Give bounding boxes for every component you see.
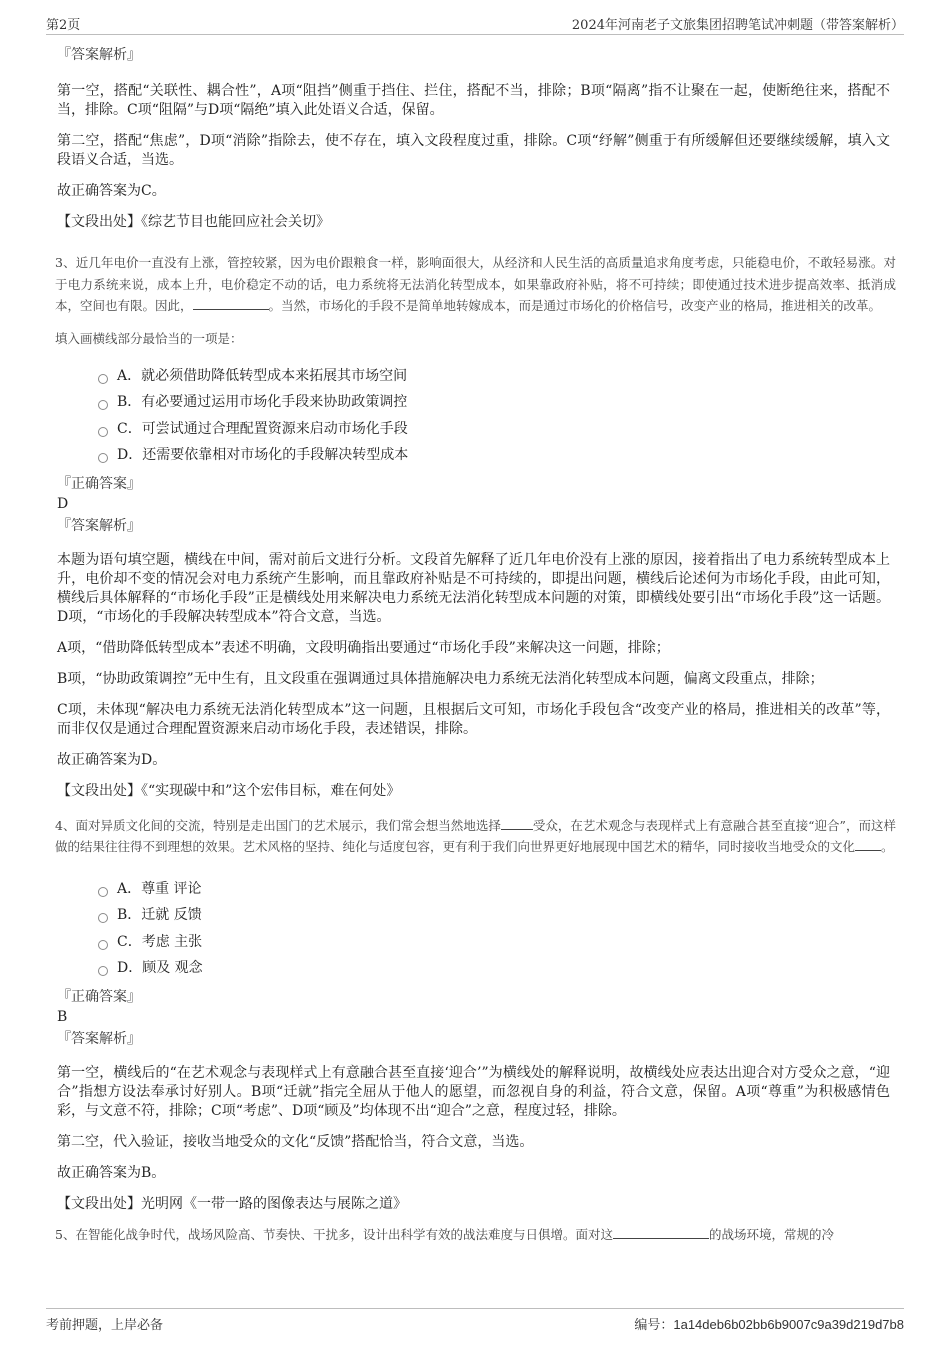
q4-conclusion: 故正确答案为B。 (57, 1164, 166, 1181)
q5-stem-before: 5、在智能化战争时代，战场风险高、节奏快、干扰多，设计出科学有效的战法难度与日俱增。面对这 (55, 1226, 613, 1242)
q3-option-a[interactable] (98, 363, 906, 390)
footer-slogan: 考前押题，上岸必备 (46, 1318, 164, 1333)
radio-icon[interactable] (98, 400, 108, 410)
q3-correct-label: 『正确答案』 (57, 475, 141, 492)
q3-stem-before: 3、近几年电价一直没有上涨，管控较紧，因为电价跟粮食一样，影响面很大，从经济和人民生活的高质量追求角度考虑，只能稳电价，不敢轻易涨。对于电力系统来说，成本上升，电价稳定不动的话，电力系统将无法消化转型成本，如果靠政府补贴，将不可持续；即使通过技术进步提高效率、抵消成本，空间也有限。因此， (55, 255, 896, 313)
q3-analysis-para-c: C项，未体现“解决电力系统无法消化转型成本”这一问题，且根据后文可知，市场化手段包含“改变产业的格局，推进相关的改革”等，而非仅仅是通过合理配置资源来启动市场化手段，表述错误，排除。 (57, 701, 890, 737)
q3-blank (193, 295, 269, 310)
page-content (46, 38, 906, 1245)
q3-prompt: 填入画横线部分最恰当的一项是： (55, 330, 243, 346)
page-number: 第2页 (46, 18, 81, 33)
q4-option-a[interactable] (98, 876, 906, 903)
q2-analysis-label: 『答案解析』 (57, 47, 141, 63)
q4-option-b[interactable] (98, 902, 906, 929)
radio-icon[interactable] (98, 966, 108, 976)
option-label: D．顾及 观念 (117, 960, 203, 976)
option-label: B．有必要通过运用市场化手段来协助政策调控 (117, 394, 408, 410)
q4-analysis-para-1: 第一空，横线后的“在艺术观念与表现样式上有意融合甚至直接‘迎合’”为横线处的解释说明，故横线处应表达出迎合对方受众之意，“迎合”指想方设法奉承讨好别人。B项“迁就”指完全屈从于他人的愿望，而忽视自身的利益，符合文意，保留。A项“尊重”为积极感情色彩，与文意不符，排除；C项“考虑”、D项“顾及”均体现不出“迎合”之意，程度过轻，排除。 (57, 1064, 890, 1119)
option-label: A．就必须借助降低转型成本来拓展其市场空间 (117, 367, 408, 384)
page-header (46, 14, 904, 35)
option-label: C．可尝试通过合理配置资源来启动市场化手段 (117, 420, 408, 437)
q5-stem-after: 的战场环境，常规的冷 (708, 1226, 834, 1242)
q5-blank (613, 1224, 709, 1239)
document-code-value: 1a14deb6b02bb6b9007c9a39d219d7b8 (673, 1317, 904, 1332)
q2-conclusion: 故正确答案为C。 (57, 183, 166, 199)
option-label: D．还需要依靠相对市场化的手段解决转型成本 (117, 447, 409, 463)
q3-source: 【文段出处】《“实现碳中和”这个宏伟目标，难在何处》 (57, 782, 401, 799)
q4-blank-2 (855, 836, 881, 851)
radio-icon[interactable] (98, 887, 108, 897)
q3-options (98, 363, 906, 469)
radio-icon[interactable] (98, 374, 108, 384)
q3-stem-after: 。当然，市场化的手段不是简单地转嫁成本，而是通过市场化的价格信号，改变产业的格局，推进相关的改革。 (268, 298, 882, 313)
q3-stem (55, 252, 896, 317)
q4-option-c[interactable] (98, 929, 906, 956)
document-title: 2024年河南老子文旅集团招聘笔试冲刺题（带答案解析） (571, 18, 904, 33)
q3-option-d[interactable] (98, 442, 906, 469)
q2-analysis-para-2: 第二空，搭配“焦虑”，D项“消除”指除去，使不存在，填入文段程度过重，排除。C项“纾解”侧重于有所缓解但还要继续缓解，填入文段语义合适，当选。 (57, 133, 890, 168)
q2-analysis-para-1: 第一空，搭配“关联性、耦合性”，A项“阻挡”侧重于挡住、拦住，搭配不当，排除；B项“隔离”指不让聚在一起，使断绝往来，搭配不当，排除。C项“阻隔”与D项“隔绝”填入此处语义合适，保留。 (57, 83, 890, 118)
q4-analysis-para-2: 第二空，代入验证，接收当地受众的文化“反馈”搭配恰当，符合文意，当选。 (57, 1133, 534, 1150)
radio-icon[interactable] (98, 940, 108, 950)
q2-source: 【文段出处】《综艺节目也能回应社会关切》 (57, 214, 330, 230)
option-label: B．迁就 反馈 (117, 907, 202, 923)
q5-stem (55, 1224, 896, 1246)
q4-stem (55, 815, 896, 858)
option-label: A．尊重 评论 (117, 880, 202, 897)
q3-option-c[interactable] (98, 416, 906, 443)
q4-analysis-label: 『答案解析』 (57, 1030, 141, 1047)
radio-icon[interactable] (98, 427, 108, 437)
q4-option-d[interactable] (98, 955, 906, 982)
q4-correct-answer: B (57, 1008, 68, 1025)
page-footer (46, 1308, 904, 1331)
q3-analysis-para-a: A项，“借助降低转型成本”表述不明确，文段明确指出要通过“市场化手段”来解决这一问题，排除； (57, 639, 670, 656)
q4-blank-1 (501, 815, 533, 830)
q4-options (98, 876, 906, 982)
radio-icon[interactable] (98, 453, 108, 463)
q3-correct-answer: D (57, 495, 69, 512)
q4-stem-part-3: 。 (881, 839, 894, 854)
q3-conclusion: 故正确答案为D。 (57, 751, 167, 768)
document-code (634, 1314, 904, 1333)
q4-source: 【文段出处】光明网《一带一路的图像表达与展陈之道》 (57, 1195, 407, 1212)
option-label: C．考虑 主张 (117, 933, 203, 950)
q3-analysis-para-b: B项，“协助政策调控”无中生有，且文段重在强调通过具体措施解决电力系统无法消化转型成本问题，偏离文段重点，排除； (57, 670, 824, 687)
q4-correct-label: 『正确答案』 (57, 988, 141, 1005)
document-code-label: 编号： (634, 1318, 674, 1333)
q3-option-b[interactable] (98, 389, 906, 416)
radio-icon[interactable] (98, 913, 108, 923)
q3-analysis-label: 『答案解析』 (57, 517, 141, 534)
q4-stem-part-2: 受众，在艺术观念与表现样式上有意融合甚至直接“迎合”，而这样做的结果往往得不到理想的效果。艺术风格的坚持、纯化与适度包容，更有利于我们向世界更好地展现中国艺术的精华，同时接收当地受众的文化 (55, 817, 896, 854)
q4-stem-part-1: 4、面对异质文化间的交流，特别是走出国门的艺术展示，我们常会想当然地选择 (55, 817, 501, 833)
q3-analysis-para-1: 本题为语句填空题，横线在中间，需对前后文进行分析。文段首先解释了近几年电价没有上涨的原因，接着指出了电力系统转型成本上升，电价却不变的情况会对电力系统产生影响，而且靠政府补贴是不可持续的，即提出问题，横线后论述何为市场化手段，由此可知，横线后具体解释的“市场化手段”正是横线处用来解决电力系统无法消化转型成本问题的对策，即横线处要引出“市场化手段”这一话题。D项，“市场化的手段解决转型成本”符合文意，当选。 (57, 551, 890, 625)
